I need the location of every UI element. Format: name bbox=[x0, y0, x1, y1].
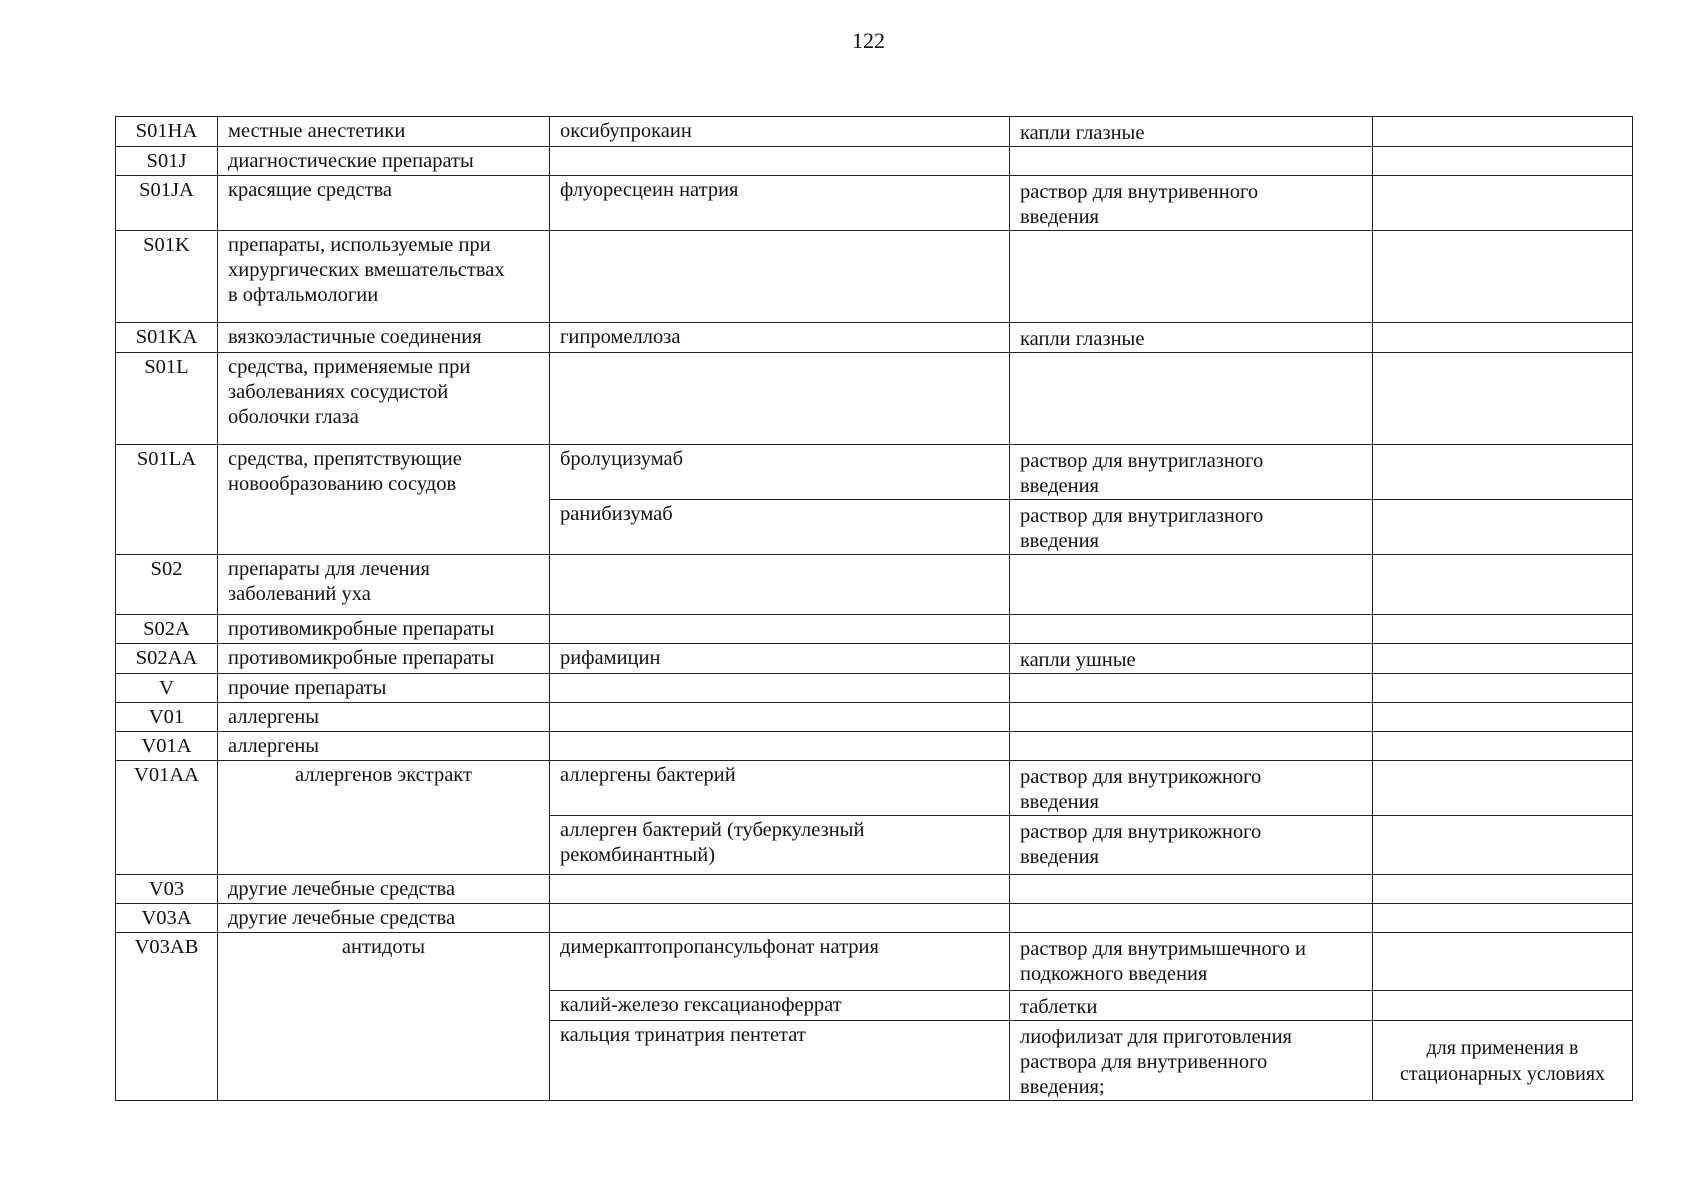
page-number: 122 bbox=[852, 28, 885, 53]
drug-name-cell bbox=[550, 703, 1010, 732]
group-name-cell: аллергены bbox=[218, 732, 550, 761]
drug-name-cell: аллерген бактерий (туберкулезный рекомбинантный) bbox=[550, 816, 1010, 875]
group-name-cell: прочие препараты bbox=[218, 674, 550, 703]
dosage-form-cell: раствор для внутрикожного введения bbox=[1010, 761, 1373, 816]
drug-name-cell: гипромеллоза bbox=[550, 323, 1010, 353]
note-cell bbox=[1373, 147, 1633, 176]
dosage-form-cell bbox=[1010, 615, 1373, 644]
note-cell bbox=[1373, 761, 1633, 816]
group-name-cell: аллергенов экстракт bbox=[218, 761, 550, 875]
dosage-form-cell: лиофилизат для приготовления раствора для внутривенного введения; bbox=[1010, 1021, 1373, 1101]
table-row bbox=[116, 353, 1633, 445]
atc-code-cell: S02 bbox=[116, 555, 218, 615]
note-cell bbox=[1373, 904, 1633, 933]
atc-code-cell: V01A bbox=[116, 732, 218, 761]
atc-code-cell: S01LA bbox=[116, 445, 218, 555]
note-cell bbox=[1373, 323, 1633, 353]
drug-name-cell: бролуцизумаб bbox=[550, 445, 1010, 500]
atc-code-cell: S01K bbox=[116, 231, 218, 323]
note-cell bbox=[1373, 703, 1633, 732]
note-cell: для применения в стационарных условиях bbox=[1373, 1021, 1633, 1101]
drug-name-cell bbox=[550, 555, 1010, 615]
group-name-cell: диагностические препараты bbox=[218, 147, 550, 176]
table-row bbox=[116, 323, 1633, 353]
note-cell bbox=[1373, 445, 1633, 500]
drug-name-cell bbox=[550, 904, 1010, 933]
atc-code-cell: S01JA bbox=[116, 176, 218, 231]
note-cell bbox=[1373, 176, 1633, 231]
drug-name-cell bbox=[550, 875, 1010, 904]
dosage-form-cell: раствор для внутривенного введения bbox=[1010, 176, 1373, 231]
atc-code-cell: S01L bbox=[116, 353, 218, 445]
drug-name-cell bbox=[550, 674, 1010, 703]
dosage-form-cell bbox=[1010, 875, 1373, 904]
note-cell bbox=[1373, 875, 1633, 904]
drug-name-cell: ранибизумаб bbox=[550, 500, 1010, 555]
table-row bbox=[116, 445, 1633, 500]
table-row bbox=[116, 147, 1633, 176]
dosage-form-cell bbox=[1010, 353, 1373, 445]
atc-code-cell: S02A bbox=[116, 615, 218, 644]
drug-name-cell bbox=[550, 147, 1010, 176]
group-name-cell: средства, препятствующие новообразованию сосудов bbox=[218, 445, 550, 555]
note-cell bbox=[1373, 991, 1633, 1021]
note-cell bbox=[1373, 117, 1633, 147]
table-row bbox=[116, 644, 1633, 674]
group-name-cell: средства, применяемые при заболеваниях сосудистой оболочки глаза bbox=[218, 353, 550, 445]
dosage-form-cell bbox=[1010, 231, 1373, 323]
group-name-cell: препараты, используемые при хирургических вмешательствах в офтальмологии bbox=[218, 231, 550, 323]
drug-name-cell: аллергены бактерий bbox=[550, 761, 1010, 816]
atc-code-cell: V03AB bbox=[116, 933, 218, 1101]
group-name-cell: красящие средства bbox=[218, 176, 550, 231]
group-name-cell: препараты для лечения заболеваний уха bbox=[218, 555, 550, 615]
group-name-cell: вязкоэластичные соединения bbox=[218, 323, 550, 353]
table-row bbox=[116, 875, 1633, 904]
table-row bbox=[116, 674, 1633, 703]
note-cell bbox=[1373, 231, 1633, 323]
table-row bbox=[116, 761, 1633, 816]
table-body bbox=[116, 117, 1633, 1101]
group-name-cell: противомикробные препараты bbox=[218, 615, 550, 644]
dosage-form-cell bbox=[1010, 904, 1373, 933]
note-cell bbox=[1373, 353, 1633, 445]
note-cell bbox=[1373, 644, 1633, 674]
dosage-form-cell bbox=[1010, 674, 1373, 703]
drug-name-cell: рифамицин bbox=[550, 644, 1010, 674]
dosage-form-cell bbox=[1010, 147, 1373, 176]
table-row bbox=[116, 176, 1633, 231]
table-row bbox=[116, 703, 1633, 732]
table-row bbox=[116, 904, 1633, 933]
dosage-form-cell: таблетки bbox=[1010, 991, 1373, 1021]
note-cell bbox=[1373, 933, 1633, 991]
dosage-form-cell: капли ушные bbox=[1010, 644, 1373, 674]
drug-name-cell: калий-железо гексацианоферрат bbox=[550, 991, 1010, 1021]
dosage-form-cell: капли глазные bbox=[1010, 323, 1373, 353]
group-name-cell: местные анестетики bbox=[218, 117, 550, 147]
table-row bbox=[116, 117, 1633, 147]
drug-name-cell: флуоресцеин натрия bbox=[550, 176, 1010, 231]
drug-name-cell bbox=[550, 353, 1010, 445]
group-name-cell: другие лечебные средства bbox=[218, 875, 550, 904]
drug-name-cell bbox=[550, 732, 1010, 761]
dosage-form-cell bbox=[1010, 555, 1373, 615]
atc-code-cell: V01AA bbox=[116, 761, 218, 875]
dosage-form-cell: раствор для внутримышечного и подкожного введения bbox=[1010, 933, 1373, 991]
group-name-cell: противомикробные препараты bbox=[218, 644, 550, 674]
group-name-cell: антидоты bbox=[218, 933, 550, 1101]
dosage-form-cell bbox=[1010, 703, 1373, 732]
group-name-cell: аллергены bbox=[218, 703, 550, 732]
drug-name-cell: кальция тринатрия пентетат bbox=[550, 1021, 1010, 1101]
drug-name-cell: димеркаптопропансульфонат натрия bbox=[550, 933, 1010, 991]
atc-code-cell: S01J bbox=[116, 147, 218, 176]
table-row bbox=[116, 732, 1633, 761]
drug-name-cell bbox=[550, 231, 1010, 323]
note-cell bbox=[1373, 732, 1633, 761]
atc-code-cell: S01KA bbox=[116, 323, 218, 353]
drug-table bbox=[115, 116, 1633, 1101]
table-row bbox=[116, 615, 1633, 644]
drug-name-cell bbox=[550, 615, 1010, 644]
drug-name-cell: оксибупрокаин bbox=[550, 117, 1010, 147]
dosage-form-cell: раствор для внутриглазного введения bbox=[1010, 445, 1373, 500]
atc-code-cell: V03 bbox=[116, 875, 218, 904]
note-cell bbox=[1373, 816, 1633, 875]
note-cell bbox=[1373, 555, 1633, 615]
table-row bbox=[116, 231, 1633, 323]
atc-code-cell: V bbox=[116, 674, 218, 703]
dosage-form-cell bbox=[1010, 732, 1373, 761]
atc-code-cell: S01HA bbox=[116, 117, 218, 147]
note-cell bbox=[1373, 674, 1633, 703]
atc-code-cell: S02AA bbox=[116, 644, 218, 674]
atc-code-cell: V01 bbox=[116, 703, 218, 732]
atc-code-cell: V03A bbox=[116, 904, 218, 933]
note-cell bbox=[1373, 615, 1633, 644]
dosage-form-cell: раствор для внутрикожного введения bbox=[1010, 816, 1373, 875]
dosage-form-cell: раствор для внутриглазного введения bbox=[1010, 500, 1373, 555]
table-row bbox=[116, 555, 1633, 615]
table-row bbox=[116, 933, 1633, 991]
group-name-cell: другие лечебные средства bbox=[218, 904, 550, 933]
dosage-form-cell: капли глазные bbox=[1010, 117, 1373, 147]
note-cell bbox=[1373, 500, 1633, 555]
